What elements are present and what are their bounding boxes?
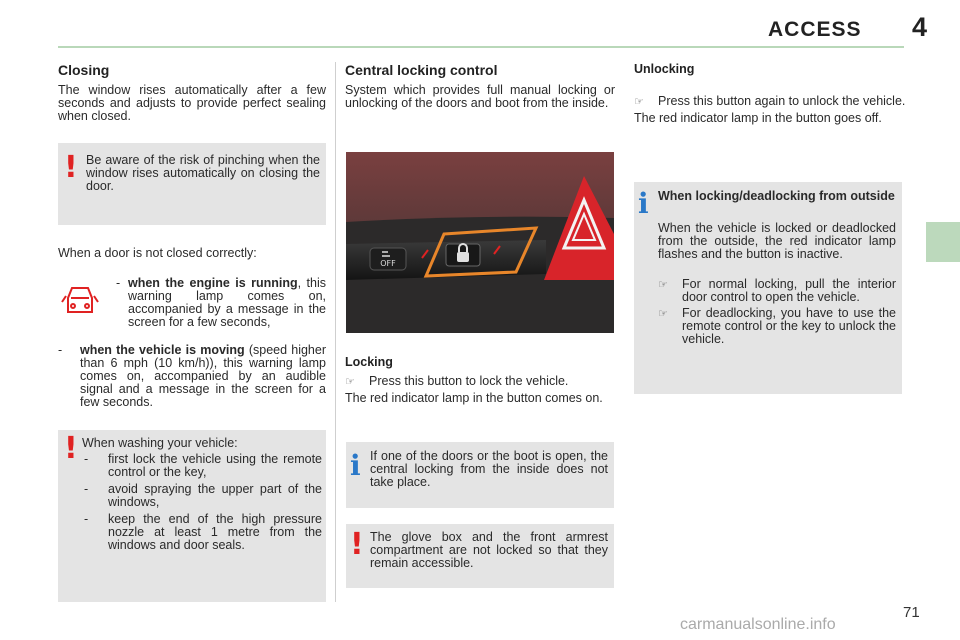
locking-text: The red indicator lamp in the button comes on. xyxy=(345,391,603,405)
vehicle-moving-item xyxy=(58,344,326,409)
glovebox-warning-box xyxy=(346,524,614,588)
central-locking-button-photo xyxy=(346,152,614,333)
door-intro: When a door is not closed correctly: xyxy=(58,246,257,260)
outside-locking-list xyxy=(658,278,896,346)
watermark: carmanualsonline.info xyxy=(680,616,836,633)
hand-pointer-icon: ☞ xyxy=(658,278,668,291)
list-dash: - xyxy=(84,452,89,466)
list-item-text: avoid spraying the upper part of the windows, xyxy=(108,482,322,509)
warning-icon: ! xyxy=(64,150,78,185)
outside-locking-title: When locking/deadlocking from outside xyxy=(658,189,895,203)
central-locking-text: System which provides full manual locking or unlocking of the doors and boot from the inside. xyxy=(345,83,615,110)
washing-list xyxy=(84,453,322,552)
chapter-number: 4 xyxy=(912,12,928,42)
outside-locking-text: When the vehicle is locked or deadlocked from the outside, the red indicator lamp flashes and the button is inactive. xyxy=(658,221,896,261)
hand-pointer-icon: ☞ xyxy=(658,307,668,320)
vehicle-moving-label: when the vehicle is moving xyxy=(80,343,245,357)
locking-step xyxy=(345,375,639,388)
warning-icon: ! xyxy=(350,527,364,562)
column-divider xyxy=(335,62,336,602)
pinch-warning-box xyxy=(58,143,326,225)
closing-heading: Closing xyxy=(58,62,110,78)
unlocking-heading: Unlocking xyxy=(634,62,695,76)
info-icon: i xyxy=(350,449,361,482)
unlocking-step-text: Press this button again to unlock the vehicle. xyxy=(658,94,906,108)
list-dash: - xyxy=(84,512,89,526)
page-number: 71 xyxy=(903,604,920,621)
section-title: ACCESS xyxy=(768,18,862,41)
header-rule xyxy=(58,46,904,48)
engine-running-item xyxy=(116,277,326,329)
washing-warning-box xyxy=(58,430,326,602)
washing-title: When washing your vehicle: xyxy=(82,436,238,450)
vehicle-moving-text: (speed higher than 6 mph (10 km/h)), this warning lamp comes on, accompanied by an audible signal and a message in the screen for a few seconds. xyxy=(80,343,326,409)
list-item-text: For deadlocking, you have to use the remote control or the key to unlock the vehicle. xyxy=(682,306,896,346)
locking-step-text: Press this button to lock the vehicle. xyxy=(369,374,569,388)
hand-pointer-icon: ☞ xyxy=(345,375,355,388)
open-door-info-text: If one of the doors or the boot is open, the central locking from the inside does not take place. xyxy=(370,449,608,489)
list-item-text: For normal locking, pull the interior door control to open the vehicle. xyxy=(682,277,896,304)
list-item xyxy=(84,453,322,479)
off-label: OFF xyxy=(380,259,396,268)
central-locking-heading: Central locking control xyxy=(345,62,498,78)
list-dash: - xyxy=(116,276,121,290)
unlocking-text: The red indicator lamp in the button goes off. xyxy=(634,111,882,125)
pinch-warning-text: Be aware of the risk of pinching when the window rises automatically on closing the door. xyxy=(86,153,320,193)
list-item xyxy=(658,307,896,346)
list-item-text: keep the end of the high pressure nozzle at least 1 metre from the windows and door seals. xyxy=(108,512,322,552)
hand-pointer-icon: ☞ xyxy=(634,95,644,108)
door-open-warning-lamp-icon xyxy=(60,282,100,318)
info-icon: i xyxy=(638,187,649,220)
closing-text: The window rises automatically after a few seconds and adjusts to provide perfect sealing when closed. xyxy=(58,83,326,123)
engine-running-label: when the engine is running xyxy=(128,276,298,290)
chapter-side-tab xyxy=(926,222,960,262)
locking-heading: Locking xyxy=(345,355,393,369)
unlocking-step xyxy=(634,95,928,108)
list-item xyxy=(84,513,322,552)
open-door-info-box xyxy=(346,442,614,508)
glovebox-warning-text: The glove box and the front armrest compartment are not locked so that they remain accessible. xyxy=(370,530,608,570)
list-item xyxy=(658,278,896,304)
outside-locking-info-box xyxy=(634,182,902,394)
list-dash: - xyxy=(58,343,63,357)
engine-running-text: , this warning lamp comes on, accompanied by a message in the screen for a few seconds, xyxy=(128,276,326,329)
list-dash: - xyxy=(84,482,89,496)
list-item xyxy=(84,483,322,509)
list-item-text: first lock the vehicle using the remote control or the key, xyxy=(108,452,322,479)
warning-icon: ! xyxy=(64,431,78,466)
